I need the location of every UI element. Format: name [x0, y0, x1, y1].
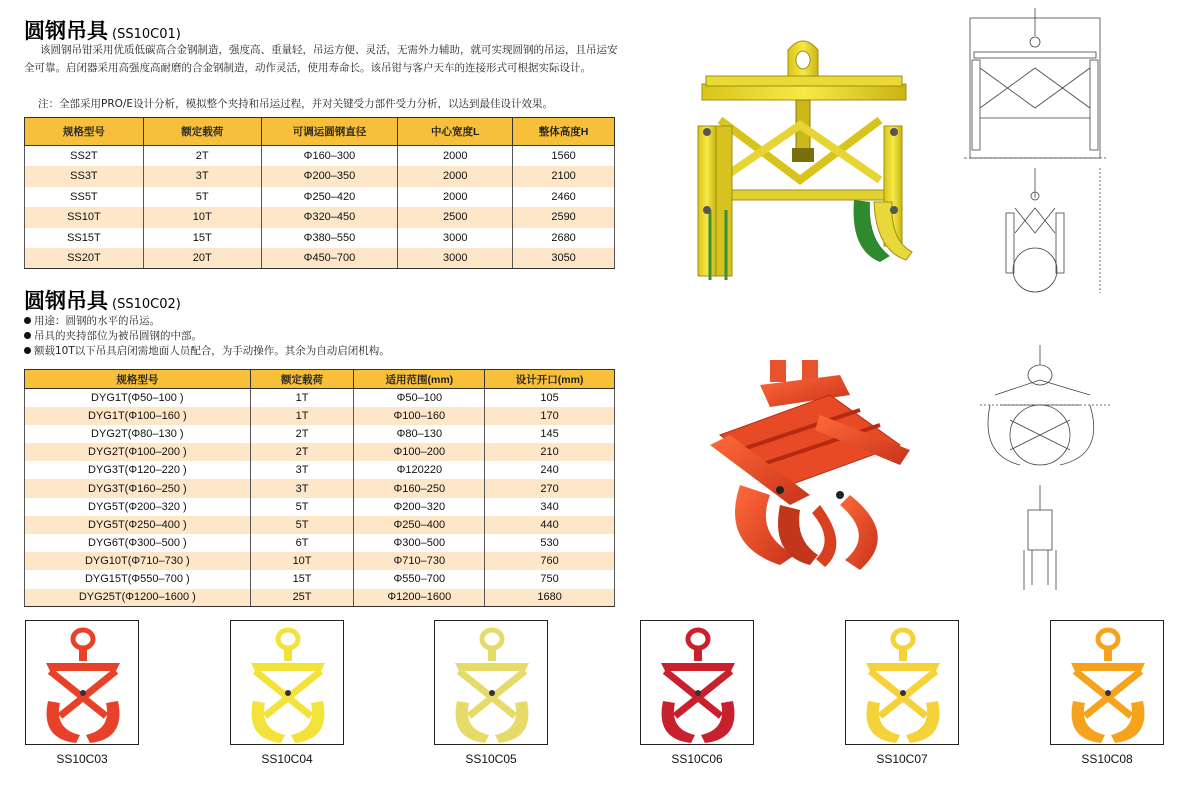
bullet-text: 吊具的夹持部位为被吊圆钢的中部。	[34, 330, 202, 342]
orange-tong-icon	[700, 355, 930, 575]
table-cell: Φ200–350	[261, 166, 398, 187]
table-cell: 2460	[513, 187, 615, 208]
section2-title-text: 圆钢吊具	[24, 289, 108, 313]
gallery-label: SS10C04	[261, 752, 313, 766]
table-cell: Φ250–400	[354, 516, 485, 534]
table-cell: DYG3T(Φ120–220 )	[25, 461, 251, 479]
table-cell: SS2T	[25, 146, 144, 167]
table-cell: Φ200–320	[354, 498, 485, 516]
table-cell: 3000	[398, 228, 513, 249]
bullet-dot-icon	[24, 332, 31, 339]
table-row	[25, 443, 615, 461]
table-row	[25, 498, 615, 516]
table2-header-cell: 额定载荷	[250, 370, 354, 389]
gallery-label: SS10C08	[1081, 752, 1133, 766]
table1-header-cell: 中心宽度L	[398, 118, 513, 146]
yellow-chain-tong-icon	[846, 621, 959, 745]
bullet-text: 用途：圆钢的水平的吊运。	[34, 315, 160, 327]
table-cell: DYG5T(Φ250–400 )	[25, 516, 251, 534]
gallery-thumbnail	[230, 620, 344, 745]
table-cell: 530	[485, 534, 615, 552]
gallery-label: SS10C03	[56, 752, 108, 766]
table-cell: 2100	[513, 166, 615, 187]
yellow-frame-tong-icon	[231, 621, 344, 745]
spec-table-ss10c01	[24, 117, 615, 269]
table-cell: 2000	[398, 166, 513, 187]
table-cell: 340	[485, 498, 615, 516]
table-row	[25, 534, 615, 552]
table2-header-cell: 规格型号	[25, 370, 251, 389]
red-tong-icon	[26, 621, 139, 745]
bullet-dot-icon	[24, 317, 31, 324]
table-cell: Φ100–160	[354, 407, 485, 425]
table-cell: 2500	[398, 207, 513, 228]
table-cell: 1T	[250, 389, 354, 407]
table-row	[25, 425, 615, 443]
section1-code: (SS10C01)	[112, 27, 181, 42]
table-cell: 1T	[250, 407, 354, 425]
gallery-label: SS10C06	[671, 752, 723, 766]
table-cell: Φ1200–1600	[354, 589, 485, 607]
table-cell: 210	[485, 443, 615, 461]
table-cell: Φ50–100	[354, 389, 485, 407]
gallery-thumbnail	[434, 620, 548, 745]
table-cell: DYG1T(Φ50–100 )	[25, 389, 251, 407]
table-row	[25, 516, 615, 534]
table-cell: DYG2T(Φ100–200 )	[25, 443, 251, 461]
table-cell: DYG5T(Φ200–320 )	[25, 498, 251, 516]
section1-title	[24, 15, 181, 45]
table-cell: 1680	[485, 589, 615, 607]
table-cell: DYG3T(Φ160–250 )	[25, 479, 251, 497]
table-cell: 105	[485, 389, 615, 407]
table-cell: 145	[485, 425, 615, 443]
table-cell: 10T	[143, 207, 261, 228]
table1-header-cell: 额定载荷	[143, 118, 261, 146]
table-cell: DYG25T(Φ1200–1600 )	[25, 589, 251, 607]
table-cell: 15T	[143, 228, 261, 249]
table-cell: 240	[485, 461, 615, 479]
gallery-thumbnail	[845, 620, 959, 745]
section1-title-text: 圆钢吊具	[24, 19, 108, 43]
bullet-dot-icon	[24, 347, 31, 354]
technical-drawing-ss10c01	[960, 8, 1110, 298]
table-cell: DYG10T(Φ710–730 )	[25, 552, 251, 570]
table-cell: 6T	[250, 534, 354, 552]
orange-ring-tong-icon	[1051, 621, 1164, 745]
table2-header-cell: 设计开口(mm)	[485, 370, 615, 389]
table1-header-cell: 规格型号	[25, 118, 144, 146]
line-drawing-icon	[980, 345, 1110, 595]
beige-round-tong-icon	[435, 621, 548, 745]
table-cell: 3000	[398, 248, 513, 269]
table-cell: 440	[485, 516, 615, 534]
table-cell: 270	[485, 479, 615, 497]
section1-note	[24, 96, 644, 114]
table-cell: 170	[485, 407, 615, 425]
table-cell: DYG15T(Φ550–700 )	[25, 570, 251, 588]
table-cell: SS10T	[25, 207, 144, 228]
table1-header-cell: 整体高度H	[513, 118, 615, 146]
table-cell: Φ380–550	[261, 228, 398, 249]
table2-header-cell: 适用范围(mm)	[354, 370, 485, 389]
product-photo-ss10c02	[700, 355, 930, 575]
table-cell: DYG6T(Φ300–500 )	[25, 534, 251, 552]
table-row	[25, 248, 615, 269]
table-cell: 3T	[250, 479, 354, 497]
table-cell: Φ160–250	[354, 479, 485, 497]
bullet-item	[24, 314, 624, 329]
section2-code: (SS10C02)	[112, 297, 181, 312]
yellow-beam-tong-icon	[680, 30, 930, 290]
table-cell: 20T	[143, 248, 261, 269]
bullet-text: 额载10T以下吊具启闭需地面人员配合，为手动操作。其余为自动启闭机构。	[34, 345, 390, 357]
table-cell: SS15T	[25, 228, 144, 249]
table-row	[25, 407, 615, 425]
table1-header-cell: 可调运圆钢直径	[261, 118, 398, 146]
table-cell: 5T	[143, 187, 261, 208]
table-row	[25, 146, 615, 167]
table-cell: 25T	[250, 589, 354, 607]
line-drawing-icon	[960, 8, 1110, 298]
table-cell: 5T	[250, 516, 354, 534]
table-cell: DYG2T(Φ80–130 )	[25, 425, 251, 443]
table-cell: Φ300–500	[354, 534, 485, 552]
product-photo-ss10c01	[680, 30, 930, 290]
table-row	[25, 589, 615, 607]
table-cell: 2000	[398, 187, 513, 208]
spec-table-ss10c02	[24, 369, 615, 607]
table-cell: Φ450–700	[261, 248, 398, 269]
table-cell: SS3T	[25, 166, 144, 187]
table-cell: 15T	[250, 570, 354, 588]
table-cell: 5T	[250, 498, 354, 516]
table-cell: 2T	[143, 146, 261, 167]
table-cell: 10T	[250, 552, 354, 570]
bullet-item	[24, 329, 624, 344]
table-row	[25, 389, 615, 407]
table-cell: Φ80–130	[354, 425, 485, 443]
technical-drawing-ss10c02	[980, 345, 1110, 595]
table-cell: Φ120220	[354, 461, 485, 479]
table-row	[25, 228, 615, 249]
table-row	[25, 461, 615, 479]
table-cell: DYG1T(Φ100–160 )	[25, 407, 251, 425]
table-cell: Φ100–200	[354, 443, 485, 461]
bullet-item	[24, 344, 624, 359]
table-cell: SS20T	[25, 248, 144, 269]
table-cell: Φ250–420	[261, 187, 398, 208]
section1-description-text: 该圆钢吊钳采用优质低碳高合金钢制造，强度高、重量轻，吊运方便、灵活，无需外力辅助，就可实现圆钢的吊运，且吊运安全可靠。启闭器采用高强度高耐磨的合金钢制造，动作灵活，使用寿命长。该吊钳与客户天车的连接形式可根据实际设计。	[24, 44, 618, 74]
table-row	[25, 207, 615, 228]
crimson-tong-icon	[641, 621, 754, 745]
section2-bullets	[24, 314, 624, 359]
table-cell: 2T	[250, 425, 354, 443]
gallery-label: SS10C07	[876, 752, 928, 766]
table-cell: 2000	[398, 146, 513, 167]
table-cell: 750	[485, 570, 615, 588]
gallery-thumbnail	[25, 620, 139, 745]
gallery-label: SS10C05	[465, 752, 517, 766]
table-cell: 3T	[143, 166, 261, 187]
table-row	[25, 479, 615, 497]
section2-title	[24, 285, 181, 315]
table-cell: SS5T	[25, 187, 144, 208]
table-cell: Φ710–730	[354, 552, 485, 570]
table-cell: Φ320–450	[261, 207, 398, 228]
table-cell: 2680	[513, 228, 615, 249]
table-row	[25, 570, 615, 588]
table-cell: 760	[485, 552, 615, 570]
table-cell: 3050	[513, 248, 615, 269]
section1-note-text: 注：全部采用PRO/E设计分析，模拟整个夹持和吊运过程，并对关键受力部件受力分析，以达到最佳设计效果。	[38, 98, 554, 110]
table-cell: Φ550–700	[354, 570, 485, 588]
table-cell: Φ160–300	[261, 146, 398, 167]
table-cell: 2590	[513, 207, 615, 228]
table-cell: 2T	[250, 443, 354, 461]
table-row	[25, 187, 615, 208]
table-cell: 1560	[513, 146, 615, 167]
section1-description	[24, 42, 620, 77]
table-row	[25, 552, 615, 570]
gallery-thumbnail	[1050, 620, 1164, 745]
table-row	[25, 166, 615, 187]
gallery-thumbnail	[640, 620, 754, 745]
table-cell: 3T	[250, 461, 354, 479]
